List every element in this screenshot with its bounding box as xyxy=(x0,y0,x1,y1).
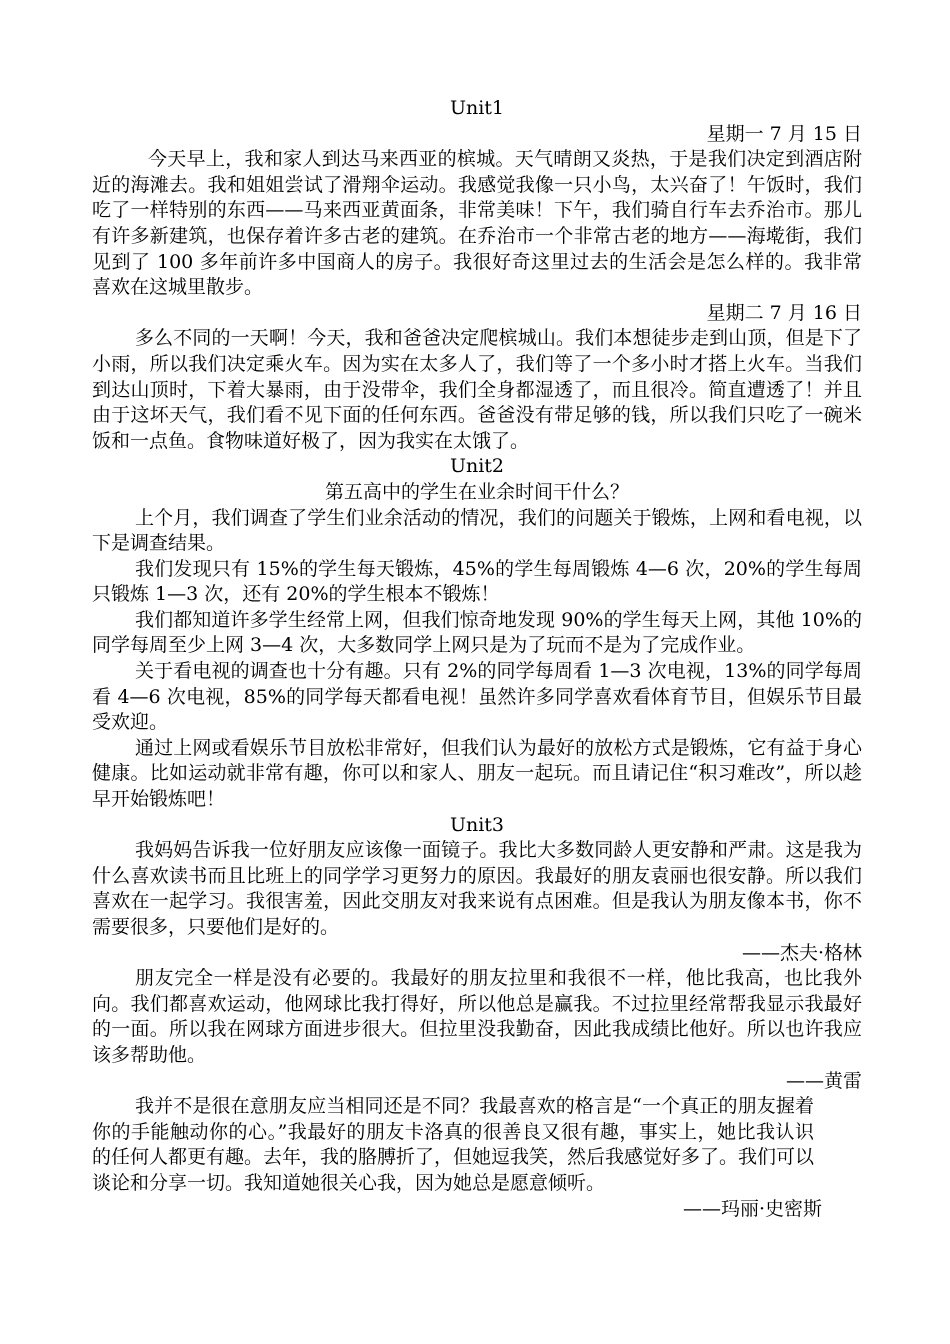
unit2-paragraph: 我们都知道许多学生经常上网，但我们惊奇地发现 90%的学生每天上网，其他 10%的同学每周至少上网 3—4 次，大多数同学上网只是为了玩而不是为了完成作业。 xyxy=(92,608,862,657)
unit3-author: ——黄雷 xyxy=(785,1069,862,1092)
entry2-date: 星期二 7 月 16 日 xyxy=(706,301,862,324)
unit2-title: Unit2 xyxy=(449,455,505,478)
unit3-paragraph: 我妈妈告诉我一位好朋友应该像一面镜子。我比大多数同龄人更安静和严肃。这是我为什么喜欢读书而且比班上的同学学习更努力的原因。我最好的朋友袁丽也很安静。所以我们喜欢在一起学习。我很害羞，因此交朋友对我来说有点困难。但是我认为朋友像本书，你不需要很多，只要他们是好的。 xyxy=(92,839,862,938)
unit1-title: Unit1 xyxy=(449,97,505,119)
unit2-paragraph: 我们发现只有 15%的学生每天锻炼，45%的学生每周锻炼 4—6 次，20%的学生每周只锻炼 1—3 次，还有 20%的学生根本不锻炼！ xyxy=(92,557,862,606)
unit2-paragraph: 上个月，我们调查了学生们业余活动的情况，我们的问题关于锻炼，上网和看电视，以下是调查结果。 xyxy=(92,506,862,555)
unit3-paragraph: 我并不是很在意朋友应当相同还是不同？我最喜欢的格言是“一个真正的朋友握着你的手能触动你的心。”我最好的朋友卡洛真的很善良又很有趣，事实上，她比我认识的任何人都更有趣。去年，我的胳膊折了，但她逗我笑，然后我感觉好多了。我们可以谈论和分享一切。我知道她很关心我，因为她总是愿意倾听。 xyxy=(92,1095,815,1194)
unit2-paragraph: 关于看电视的调查也十分有趣。只有 2%的同学每周看 1—3 次电视，13%的同学每周看 4—6 次电视，85%的同学每天都看电视！虽然许多同学喜欢看体育节目，但娱乐节目最受欢迎。 xyxy=(92,660,862,734)
unit3-author: ——杰夫·格林 xyxy=(741,941,862,964)
entry2-paragraph: 多么不同的一天啊！今天，我和爸爸决定爬槟城山。我们本想徒步走到山顶，但是下了小雨，所以我们决定乘火车。因为实在太多人了，我们等了一个多小时才搭上火车。当我们到达山顶时，下着大暴雨，由于没带伞，我们全身都湿透了，而且很冷。简直遭透了！并且由于这坏天气，我们看不见下面的任何东西。爸爸没有带足够的钱，所以我们只吃了一碗米饭和一点鱼。食物味道好极了，因为我实在太饿了。 xyxy=(92,327,862,452)
entry1-paragraph: 今天早上，我和家人到达马来西亚的槟城。天气晴朗又炎热，于是我们决定到酒店附近的海滩去。我和姐姐尝试了滑翔伞运动。我感觉我像一只小鸟，太兴奋了！午饭时，我们吃了一样特别的东西——马来西亚黄面条，非常美味！下午，我们骑自行车去乔治市。那儿有许多新建筑，也保存着许多古老的建筑。在乔治市一个非常古老的地方——海墘街，我们见到了 100 多年前许多中国商人的房子。我很好奇这里过去的生活会是怎么样的。我非常喜欢在这城里散步。 xyxy=(92,148,862,299)
unit2-subtitle: 第五高中的学生在业余时间干什么？ xyxy=(324,480,629,503)
unit3-paragraph: 朋友完全一样是没有必要的。我最好的朋友拉里和我很不一样，他比我高，也比我外向。我们都喜欢运动，他网球比我打得好，所以他总是赢我。不过拉里经常帮我显示我最好的一面。所以我在网球方面进步很大。但拉里没我勤奋，因此我成绩比他好。所以也许我应该多帮助他。 xyxy=(92,967,862,1066)
unit3-title: Unit3 xyxy=(449,813,505,836)
unit2-paragraph: 通过上网或看娱乐节目放松非常好，但我们认为最好的放松方式是锻炼，它有益于身心健康。比如运动就非常有趣，你可以和家人、朋友一起玩。而且请记住“积习难改”，所以趁早开始锻炼吧！ xyxy=(92,736,862,811)
entry1-date: 星期一 7 月 15 日 xyxy=(706,122,862,145)
unit3-author: ——玛丽·史密斯 xyxy=(682,1197,822,1220)
document-page xyxy=(92,96,862,1222)
